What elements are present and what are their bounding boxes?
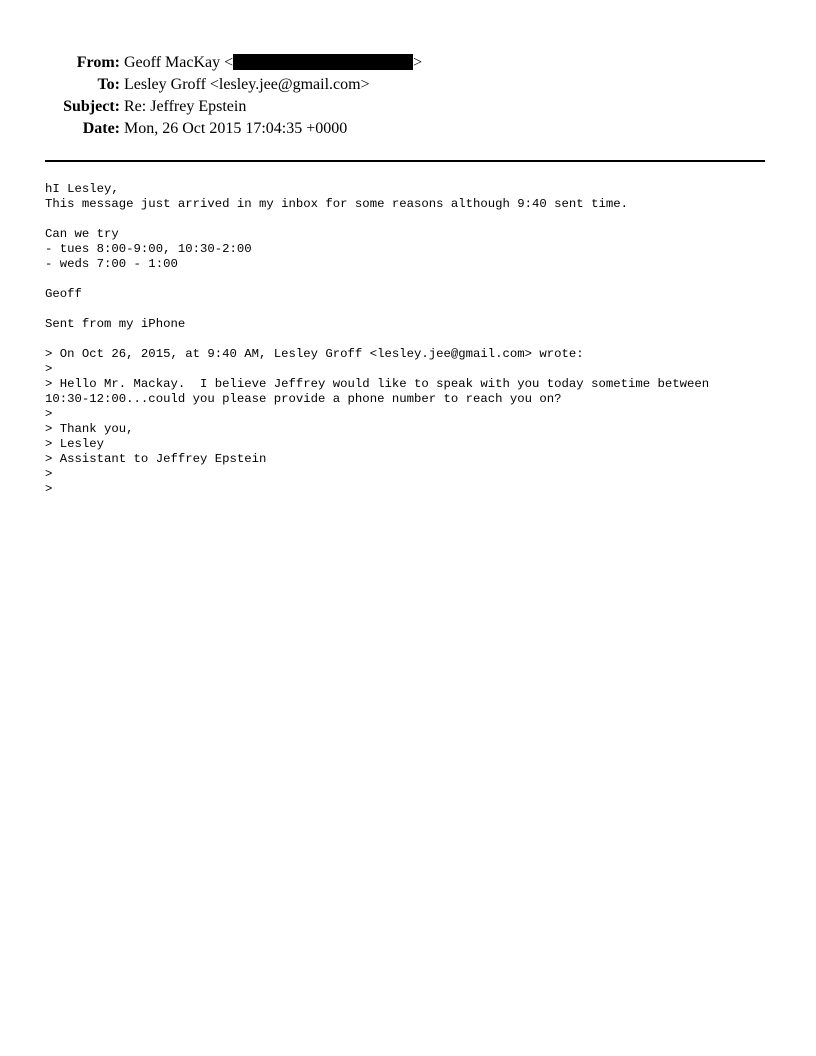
body-line: > Lesley xyxy=(45,437,105,451)
to-label: To: xyxy=(97,76,120,93)
body-line xyxy=(45,332,775,347)
body-line: > On Oct 26, 2015, at 9:40 AM, Lesley Groff <lesley.jee@gmail.com> wrote: xyxy=(45,347,584,361)
body-line: - weds 7:00 - 1:00 xyxy=(45,257,178,271)
body-line: Can we try xyxy=(45,227,119,241)
body-line: > Hello Mr. Mackay. I believe Jeffrey would like to speak with you today sometime between xyxy=(45,377,710,391)
body-line: > xyxy=(45,362,53,376)
to-row xyxy=(0,74,816,96)
date-label: Date: xyxy=(82,120,120,137)
body-line: > Assistant to Jeffrey Epstein xyxy=(45,452,267,466)
email-body xyxy=(45,182,775,497)
body-line: 10:30-12:00...could you please provide a phone number to reach you on? xyxy=(45,392,562,406)
body-line: This message just arrived in my inbox for some reasons although 9:40 sent time. xyxy=(45,197,628,211)
body-line xyxy=(45,272,775,287)
body-line: > Thank you, xyxy=(45,422,134,436)
body-line: Sent from my iPhone xyxy=(45,317,186,331)
subject-label: Subject: xyxy=(63,98,120,115)
body-line: > xyxy=(45,482,53,496)
email-header xyxy=(0,52,816,140)
body-line xyxy=(45,212,775,227)
body-line: Geoff xyxy=(45,287,82,301)
header-divider xyxy=(45,160,765,162)
from-name: Geoff MacKay < xyxy=(124,54,234,71)
redaction-block xyxy=(233,54,413,70)
subject-row xyxy=(0,96,816,118)
date-value: Mon, 26 Oct 2015 17:04:35 +0000 xyxy=(124,120,348,137)
from-label: From: xyxy=(76,54,120,71)
body-line: > xyxy=(45,407,53,421)
body-line xyxy=(45,302,775,317)
to-value: Lesley Groff <lesley.jee@gmail.com> xyxy=(124,76,370,93)
body-line: hI Lesley, xyxy=(45,182,119,196)
from-row xyxy=(0,52,816,74)
subject-value: Re: Jeffrey Epstein xyxy=(124,98,247,115)
body-line: > xyxy=(45,467,53,481)
from-value xyxy=(124,52,422,74)
from-close-bracket: > xyxy=(413,54,423,71)
body-line: - tues 8:00-9:00, 10:30-2:00 xyxy=(45,242,252,256)
date-row xyxy=(0,118,816,140)
